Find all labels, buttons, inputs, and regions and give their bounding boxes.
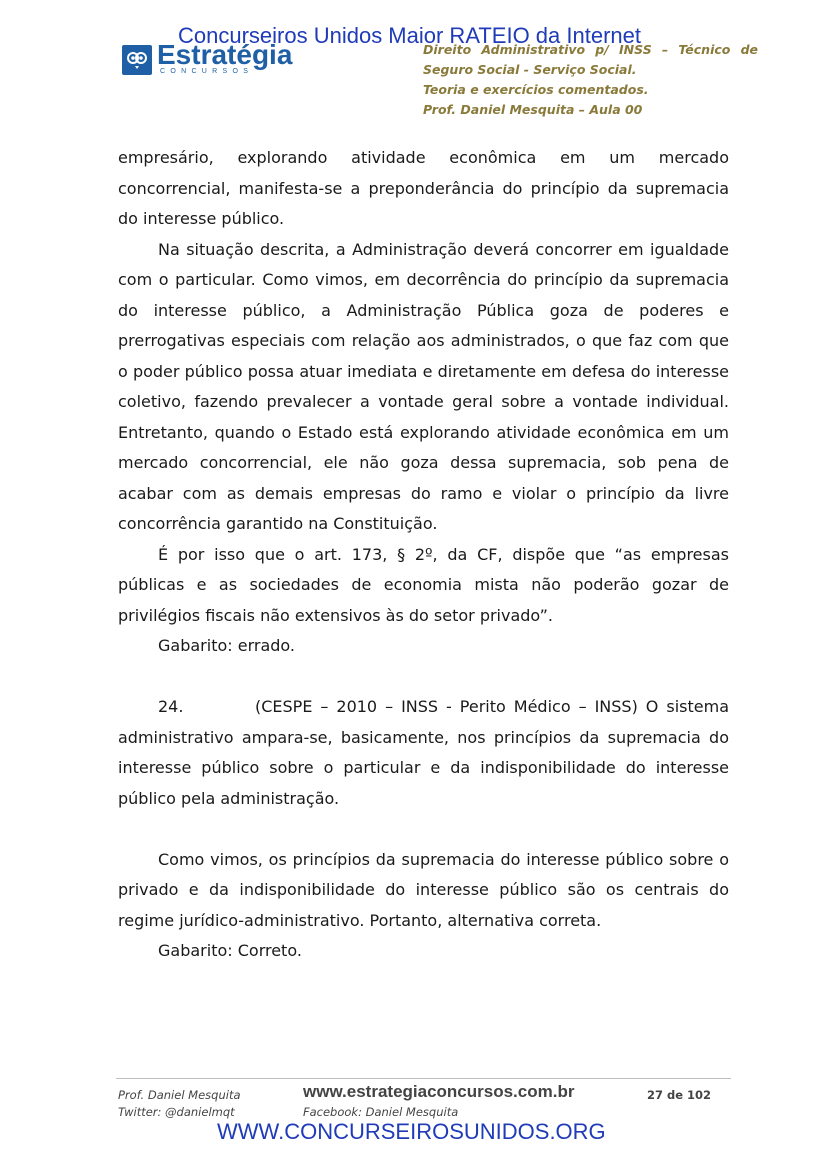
paragraph-1: empresário, explorando atividade econômica em um mercado concorrencial, manifesta-se a preponderância do princípio da supremacia do interesse público. xyxy=(118,148,729,228)
header-line-1: Direito Administrativo p/ INSS – Técnico de xyxy=(423,42,758,57)
watermark-bottom: WWW.CONCURSEIROSUNIDOS.ORG xyxy=(217,1119,606,1144)
header-line-4: Prof. Daniel Mesquita – Aula 00 xyxy=(423,102,643,117)
paragraph-3: É por isso que o art. 173, § 2º, da CF, dispõe que “as empresas públicas e as sociedades de economia mista não poderão gozar de privilégios fiscais não extensivos às do setor privado”. xyxy=(118,544,729,625)
header-line-2: Seguro Social - Serviço Social. xyxy=(423,62,637,77)
owl-icon xyxy=(122,45,152,75)
answer-2: Gabarito: Correto. xyxy=(158,941,302,960)
logo-subtitle: CONCURSOS xyxy=(160,68,254,75)
paragraph-4: Como vimos, os princípios da supremacia do interesse público sobre o privado e da indisponibilidade do interesse público são os centrais do regime jurídico-administrativo. Portanto, alternativa correta. xyxy=(118,849,729,930)
footer-divider xyxy=(116,1078,731,1079)
paragraph-2: Na situação descrita, a Administração deverá concorrer em igualdade com o particular. Como vimos, em decorrência do princípio da supremacia do interesse público, a Administração Pública goza de poderes e prerrogativas especiais com relação aos administrados, o que faz com que o poder público possa atuar imediata e diretamente em defesa do interesse coletivo, fazendo prevalecer a vontade geral sobre a vontade individual. Entretanto, quando o Estado está explorando atividade econômica em um mercado concorrencial, ele não goza dessa supremacia, sob pena de acabar com as demais empresas do ramo e violar o princípio da livre concorrência garantido na Constituição. xyxy=(118,239,729,533)
course-header xyxy=(423,40,758,120)
question-24 xyxy=(118,692,729,814)
watermark-top: Concurseiros Unidos Maior RATEIO da Internet xyxy=(178,23,641,48)
footer-facebook: Facebook: Daniel Mesquita xyxy=(303,1105,459,1119)
question-text: (CESPE – 2010 – INSS - Perito Médico – INSS) O sistema administrativo ampara-se, basicamente, nos princípios da supremacia do interesse público sobre o particular e da indisponibilidade do interesse público pela administração. xyxy=(118,697,729,808)
header-line-3: Teoria e exercícios comentados. xyxy=(423,82,649,97)
footer-site-link[interactable]: www.estrategiaconcursos.com.br xyxy=(303,1082,575,1101)
footer-professor: Prof. Daniel Mesquita xyxy=(118,1088,241,1102)
page-body xyxy=(118,143,729,967)
answer-1: Gabarito: errado. xyxy=(158,636,295,655)
page-number: 27 de 102 xyxy=(647,1088,712,1102)
footer-twitter: Twitter: @danielmqt xyxy=(118,1105,235,1119)
logo-name: Estratégia xyxy=(157,39,293,70)
question-number: 24. xyxy=(158,697,184,716)
